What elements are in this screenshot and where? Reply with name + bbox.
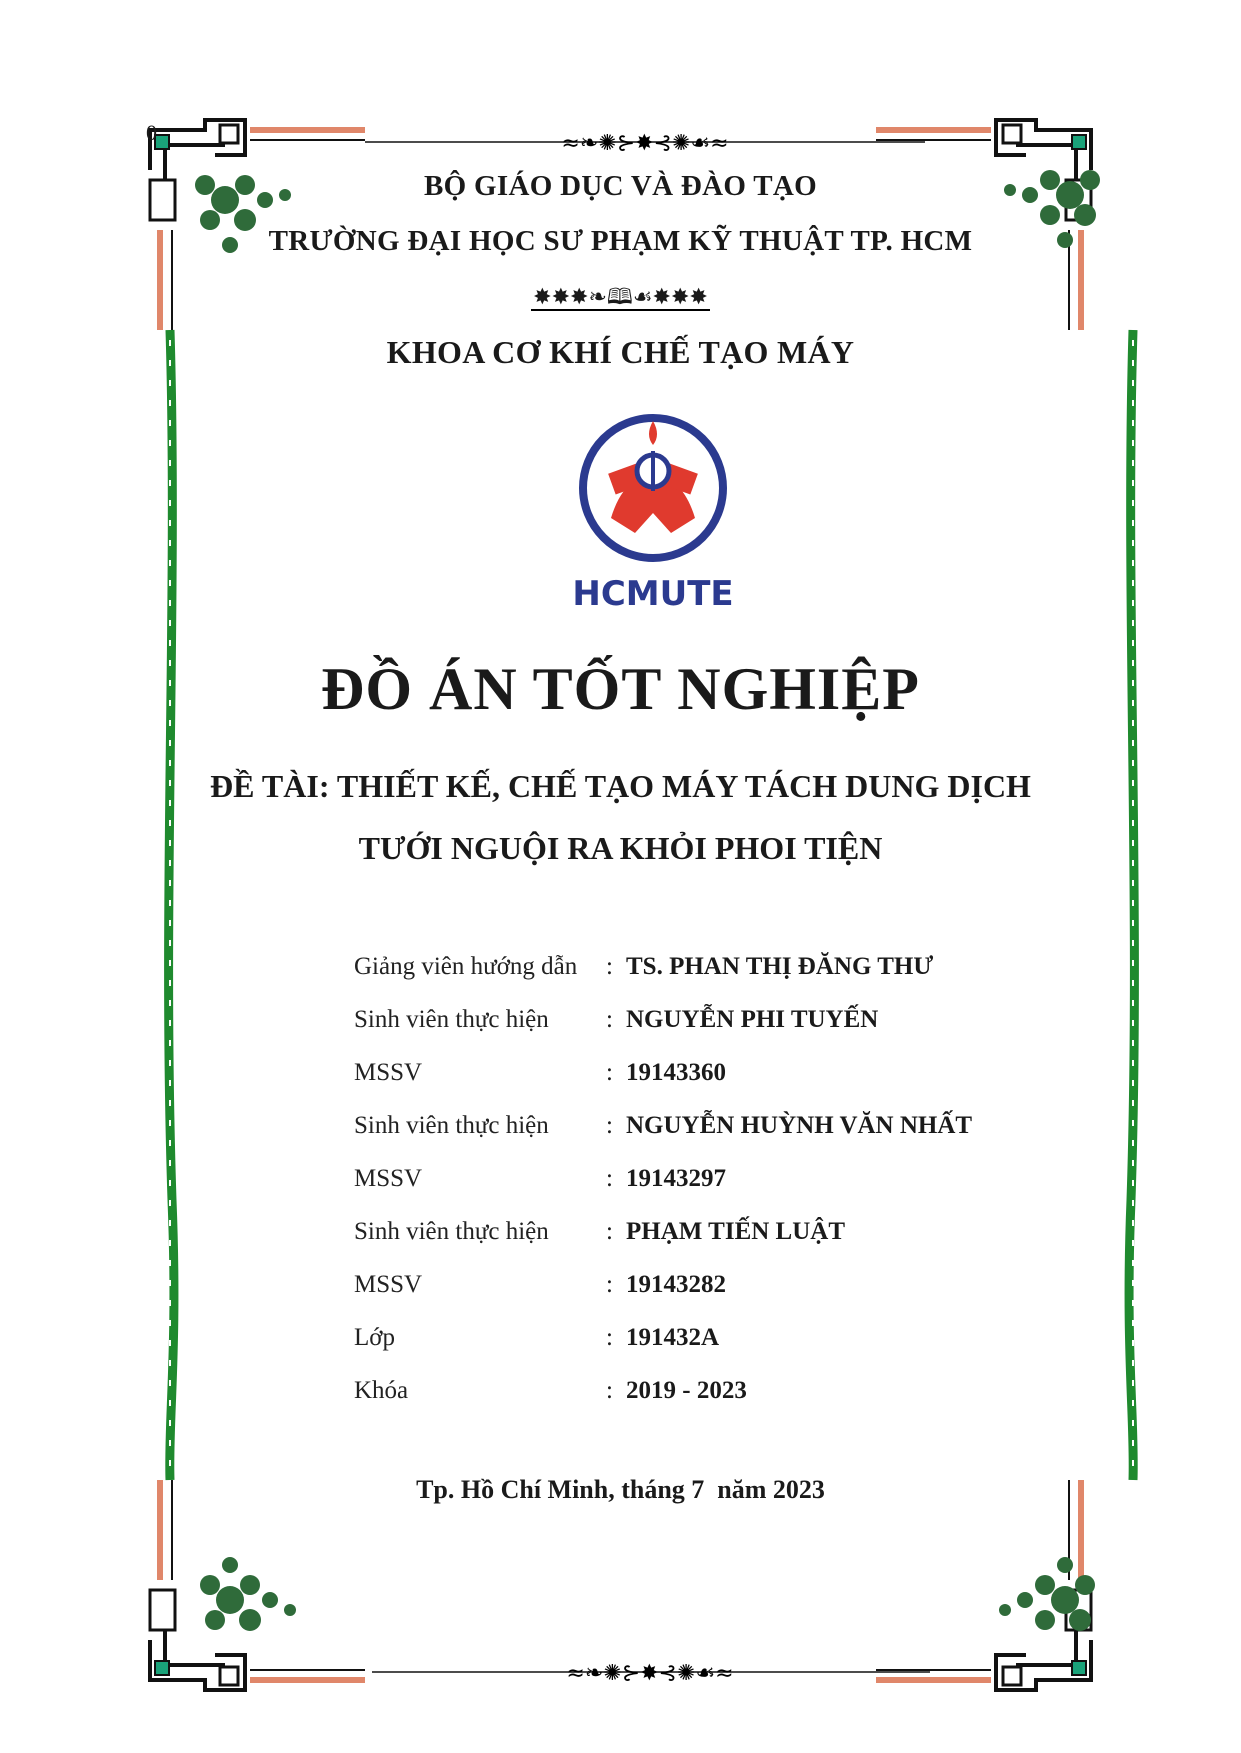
info-label: Sinh viên thực hiện <box>354 1112 549 1139</box>
info-colon: : <box>606 1112 613 1139</box>
university-heading: TRƯỜNG ĐẠI HỌC SƯ PHẠM KỸ THUẬT TP. HCM <box>268 225 973 257</box>
info-label: Giảng viên hướng dẫn <box>354 953 578 980</box>
svg-text:≈❧✺⊱✸⊰✺☙≈: ≈❧✺⊱✸⊰✺☙≈ <box>561 131 729 156</box>
info-value: 2019 - 2023 <box>626 1377 747 1404</box>
page-number: 0 <box>146 120 157 145</box>
corner-bottom-right <box>876 1480 1091 1690</box>
topic-line-2: TƯỚI NGUỘI RA KHỎI PHOI TIỆN <box>358 830 883 866</box>
info-colon: : <box>606 1006 613 1033</box>
info-value: NGUYỄN HUỲNH VĂN NHẤT <box>626 1112 973 1139</box>
bottom-ornament-rule <box>372 1661 930 1686</box>
info-value: PHẠM TIẾN LUẬT <box>626 1218 846 1245</box>
info-colon: : <box>606 1377 613 1404</box>
leaf-cluster-bottom-left <box>200 1557 296 1631</box>
info-colon: : <box>606 1324 613 1351</box>
info-label: Sinh viên thực hiện <box>354 1006 549 1033</box>
info-label: MSSV <box>354 1165 423 1192</box>
info-value: 19143282 <box>626 1271 726 1298</box>
ornament-glyphs: ✸✸✸❧🕮☙✸✸✸ <box>533 284 708 309</box>
footer-date: Tp. Hồ Chí Minh, tháng 7 năm 2023 <box>416 1475 825 1504</box>
info-value: 191432A <box>626 1324 720 1351</box>
info-colon: : <box>606 1271 613 1298</box>
info-colon: : <box>606 1165 613 1192</box>
header-ornament <box>0 280 1241 318</box>
info-value: 19143297 <box>626 1165 726 1192</box>
svg-text:≈❧✺⊱✸⊰✺☙≈: ≈❧✺⊱✸⊰✺☙≈ <box>566 1661 734 1686</box>
thesis-title: ĐỒ ÁN TỐT NGHIỆP <box>321 656 920 722</box>
info-colon: : <box>606 1059 613 1086</box>
hcmute-logo <box>571 413 735 613</box>
ministry-heading: BỘ GIÁO DỤC VÀ ĐÀO TẠO <box>423 170 818 202</box>
info-label: MSSV <box>354 1059 423 1086</box>
info-colon: : <box>606 1218 613 1245</box>
info-label: Sinh viên thực hiện <box>354 1218 549 1245</box>
vine-left <box>169 330 174 1480</box>
info-colon: : <box>606 953 613 980</box>
top-ornament-rule <box>365 131 925 156</box>
info-label: Lớp <box>354 1324 395 1351</box>
topic-line-1: ĐỀ TÀI: THIẾT KẾ, CHẾ TẠO MÁY TÁCH DUNG DỊCH <box>210 768 1031 804</box>
vine-right <box>1129 330 1134 1480</box>
info-label: MSSV <box>354 1271 423 1298</box>
info-value: TS. PHAN THỊ ĐĂNG THƯ <box>626 953 934 980</box>
info-label: Khóa <box>354 1377 409 1404</box>
info-value: NGUYỄN PHI TUYẾN <box>626 1006 879 1033</box>
info-value: 19143360 <box>626 1059 726 1086</box>
logo-text: HCMUTE <box>572 574 734 613</box>
faculty-heading: KHOA CƠ KHÍ CHẾ TẠO MÁY <box>386 334 855 370</box>
